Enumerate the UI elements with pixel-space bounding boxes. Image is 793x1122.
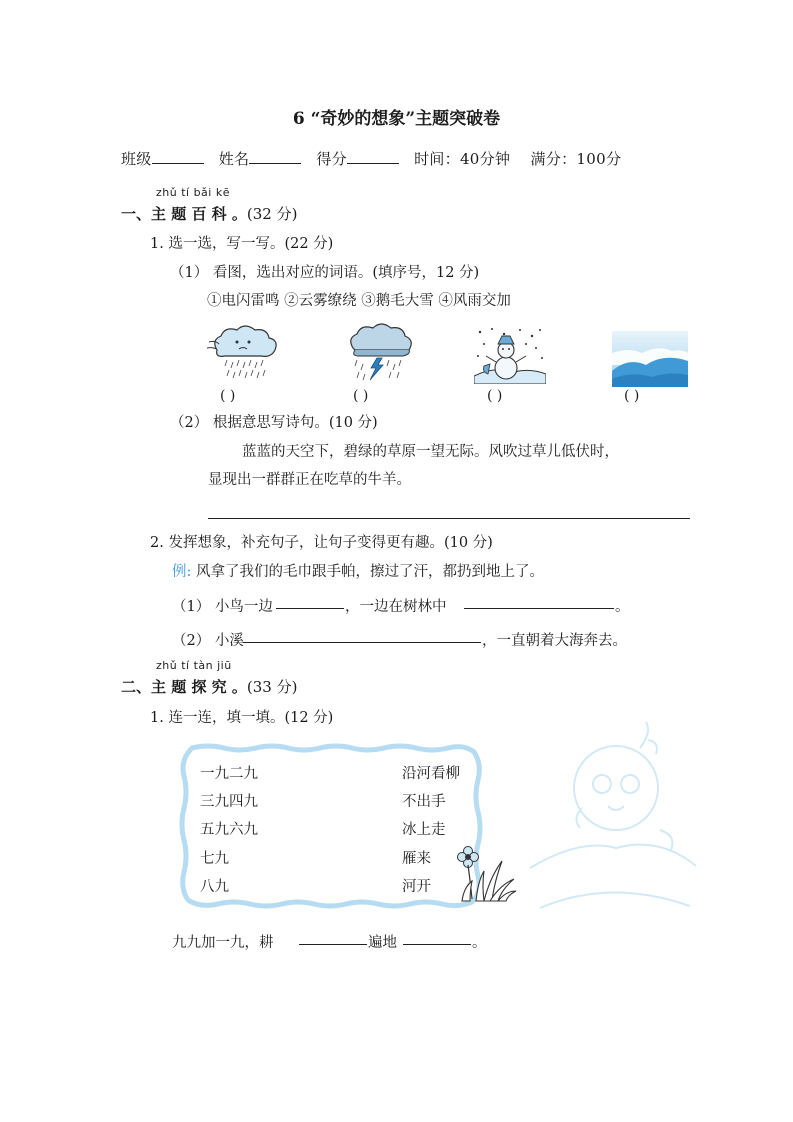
final-line-c: 。 bbox=[472, 935, 487, 951]
section1-heading bbox=[121, 203, 297, 224]
q2-item2-a: （2） 小溪 bbox=[172, 633, 244, 649]
q1-title: 1. 选一选，写一写。(22 分) bbox=[150, 236, 334, 252]
right-item-4[interactable]: 雁来 bbox=[402, 851, 431, 867]
right-item-5[interactable]: 河开 bbox=[402, 879, 431, 895]
class-blank[interactable] bbox=[152, 149, 204, 164]
q2-title: 2. 发挥想象，补充句子，让句子变得更有趣。(10 分) bbox=[150, 535, 493, 551]
q2-example bbox=[172, 560, 544, 581]
right-item-1[interactable]: 沿河看柳 bbox=[402, 766, 460, 782]
final-blank-1[interactable] bbox=[299, 943, 367, 945]
score-label: 得分 bbox=[316, 150, 347, 168]
example-label: 例: bbox=[172, 564, 192, 580]
poem-meaning-line2: 显现出一群群正在吃草的牛羊。 bbox=[208, 472, 411, 488]
poem-meaning-line1: 蓝蓝的天空下，碧绿的草原一望无际。风吹过草儿低伏时， bbox=[242, 444, 619, 460]
left-item-2[interactable]: 三九四九 bbox=[200, 794, 258, 810]
q1-sub2-title: （2） 根据意思写诗句。(10 分) bbox=[170, 415, 378, 431]
full-score-label: 满分：100分 bbox=[530, 150, 622, 168]
section2-heading bbox=[121, 676, 297, 697]
section2-points: (33 分) bbox=[246, 678, 298, 696]
right-item-2[interactable]: 不出手 bbox=[402, 794, 446, 810]
score-blank[interactable] bbox=[347, 149, 399, 164]
q1-sub1-title: （1） 看图，选出对应的词语。(填序号，12 分) bbox=[170, 265, 480, 281]
section2-title: 二、主 题 探 究 。 bbox=[121, 678, 247, 696]
q1-word-options: ①电闪雷鸣 ②云雾缭绕 ③鹅毛大雪 ④风雨交加 bbox=[207, 293, 511, 309]
q2-item1-blank2[interactable] bbox=[464, 607, 614, 609]
left-item-4[interactable]: 七九 bbox=[200, 851, 229, 867]
left-item-1[interactable]: 一九二九 bbox=[200, 766, 258, 782]
left-item-5[interactable]: 八九 bbox=[200, 879, 229, 895]
final-line-b: 遍地 bbox=[368, 935, 397, 951]
answer-paren-4[interactable]: ( ) bbox=[624, 388, 640, 404]
q2-item1-a: （1） 小鸟一边 bbox=[172, 599, 273, 615]
final-line-a: 九九加一九，耕 bbox=[172, 935, 274, 951]
mascot-watermark-icon bbox=[520, 718, 700, 918]
poem-answer-line[interactable] bbox=[208, 517, 690, 519]
student-info-row bbox=[121, 148, 621, 169]
q2-item2-blank[interactable] bbox=[243, 641, 481, 643]
section1-title: 一、主 题 百 科 。 bbox=[121, 205, 247, 223]
q2-item2-b: ，一直朝着大海奔去。 bbox=[482, 633, 627, 649]
section2-pinyin: zhǔ tí tàn jiū bbox=[156, 659, 232, 672]
answer-paren-3[interactable]: ( ) bbox=[487, 388, 503, 404]
page-title: 6 “奇妙的想象”主题突破卷 bbox=[292, 109, 501, 129]
answer-paren-2[interactable]: ( ) bbox=[353, 388, 369, 404]
snowman-image bbox=[474, 326, 546, 384]
answer-paren-1[interactable]: ( ) bbox=[220, 388, 236, 404]
windy-rain-cloud-image bbox=[205, 322, 285, 384]
misty-mountain-image bbox=[612, 331, 688, 387]
time-label: 时间：40分钟 bbox=[414, 150, 511, 168]
flower-grass-icon bbox=[454, 845, 518, 903]
name-blank[interactable] bbox=[249, 149, 301, 164]
thunder-cloud-image bbox=[345, 322, 415, 384]
example-text: 风拿了我们的毛巾跟手帕，擦过了汗，都扔到地上了。 bbox=[196, 564, 544, 580]
q2-item1-c: 。 bbox=[615, 599, 630, 615]
q2-item1-blank1[interactable] bbox=[276, 607, 344, 609]
section1-pinyin: zhǔ tí bǎi kē bbox=[156, 186, 230, 199]
q2-item1-b: ，一边在树林中 bbox=[345, 599, 447, 615]
left-item-3[interactable]: 五九六九 bbox=[200, 822, 258, 838]
name-label: 姓名 bbox=[218, 150, 250, 168]
section1-points: (32 分) bbox=[246, 205, 298, 223]
class-label: 班级 bbox=[121, 150, 152, 168]
final-blank-2[interactable] bbox=[403, 943, 471, 945]
s2-q1-title: 1. 连一连，填一填。(12 分) bbox=[150, 710, 334, 726]
right-item-3[interactable]: 冰上走 bbox=[402, 822, 446, 838]
